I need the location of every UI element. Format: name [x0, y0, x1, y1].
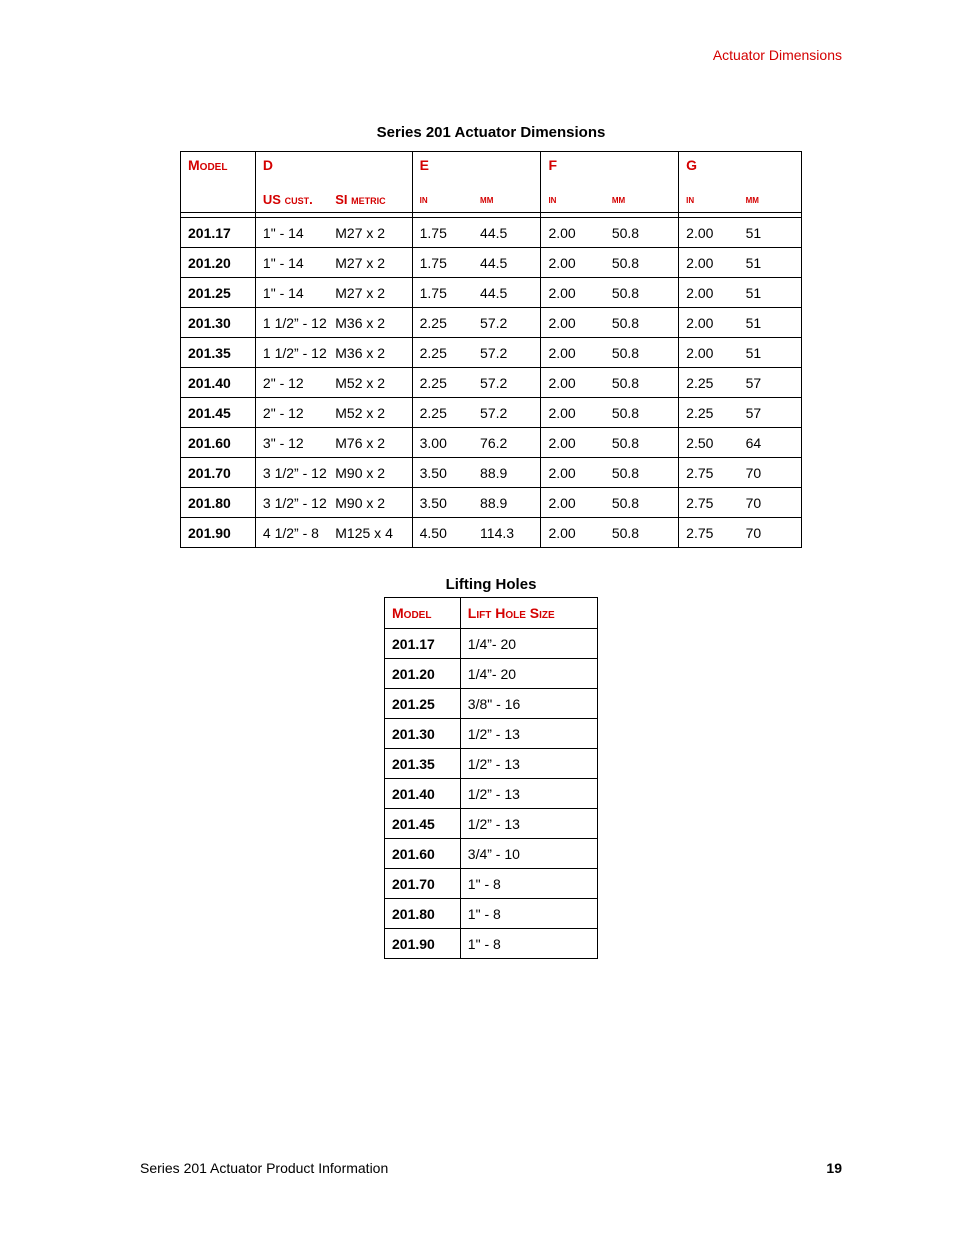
- cell-model: 201.25: [181, 278, 256, 308]
- header-g: G: [679, 152, 802, 188]
- subheader-f-in: in: [541, 187, 612, 213]
- cell-model: 201.25: [385, 689, 461, 719]
- cell-e-in: 1.75: [412, 278, 476, 308]
- cell-lift-hole-size: 1/2” - 13: [460, 779, 597, 809]
- cell-d-si: M27 x 2: [335, 278, 412, 308]
- cell-d-us: 3" - 12: [255, 428, 335, 458]
- lifting-header-model: Model: [392, 605, 432, 621]
- cell-e-mm: 57.2: [476, 398, 541, 428]
- table-row: [181, 308, 802, 338]
- cell-e-mm: 88.9: [476, 488, 541, 518]
- cell-d-us: 1 1/2” - 12: [255, 308, 335, 338]
- cell-lift-hole-size: 1" - 8: [460, 929, 597, 959]
- table-row: [385, 869, 598, 899]
- cell-f-mm: 50.8: [612, 308, 679, 338]
- cell-d-us: 1" - 14: [255, 218, 335, 248]
- cell-d-si: M52 x 2: [335, 368, 412, 398]
- cell-f-in: 2.00: [541, 338, 612, 368]
- cell-e-mm: 44.5: [476, 278, 541, 308]
- cell-lift-hole-size: 1/4”- 20: [460, 659, 597, 689]
- lifting-header-size: Lift Hole Size: [460, 598, 597, 629]
- cell-e-mm: 44.5: [476, 248, 541, 278]
- subheader-d-si: SI metric: [335, 192, 386, 207]
- cell-model: 201.90: [181, 518, 256, 548]
- cell-e-in: 2.25: [412, 308, 476, 338]
- table-row: [181, 428, 802, 458]
- cell-f-mm: 50.8: [612, 248, 679, 278]
- table-row: [385, 719, 598, 749]
- table-row: [385, 839, 598, 869]
- cell-e-mm: 88.9: [476, 458, 541, 488]
- table-row: [181, 458, 802, 488]
- cell-f-in: 2.00: [541, 308, 612, 338]
- cell-g-mm: 57: [746, 398, 802, 428]
- cell-e-in: 3.50: [412, 488, 476, 518]
- cell-model: 201.35: [181, 338, 256, 368]
- cell-f-in: 2.00: [541, 278, 612, 308]
- cell-d-si: M36 x 2: [335, 308, 412, 338]
- cell-model: 201.20: [181, 248, 256, 278]
- cell-lift-hole-size: 1/2” - 13: [460, 749, 597, 779]
- table-row: [181, 248, 802, 278]
- subheader-e-mm: mm: [480, 193, 494, 206]
- table-row: [385, 899, 598, 929]
- cell-d-si: M36 x 2: [335, 338, 412, 368]
- dimensions-table: [180, 151, 802, 548]
- cell-e-in: 3.00: [412, 428, 476, 458]
- cell-e-mm: 57.2: [476, 308, 541, 338]
- cell-d-us: 2" - 12: [255, 368, 335, 398]
- table-row: [181, 518, 802, 548]
- cell-d-si: M27 x 2: [335, 218, 412, 248]
- cell-d-si: M76 x 2: [335, 428, 412, 458]
- dimensions-subheader-row: [181, 187, 802, 213]
- cell-d-us: 1 1/2” - 12: [255, 338, 335, 368]
- cell-lift-hole-size: 1" - 8: [460, 869, 597, 899]
- cell-f-in: 2.00: [541, 218, 612, 248]
- cell-model: 201.80: [181, 488, 256, 518]
- cell-f-mm: 50.8: [612, 458, 679, 488]
- cell-f-mm: 50.8: [612, 368, 679, 398]
- cell-lift-hole-size: 1/4”- 20: [460, 629, 597, 659]
- cell-f-in: 2.00: [541, 488, 612, 518]
- cell-g-in: 2.50: [679, 428, 746, 458]
- cell-d-si: M90 x 2: [335, 488, 412, 518]
- cell-d-us: 1" - 14: [255, 278, 335, 308]
- dimensions-body: [181, 218, 802, 548]
- table-row: [181, 488, 802, 518]
- header-model: Model: [188, 157, 228, 173]
- cell-e-in: 4.50: [412, 518, 476, 548]
- cell-d-si: M52 x 2: [335, 398, 412, 428]
- cell-e-in: 2.25: [412, 368, 476, 398]
- header-e: E: [412, 152, 541, 188]
- cell-model: 201.60: [181, 428, 256, 458]
- cell-g-in: 2.75: [679, 518, 746, 548]
- cell-g-in: 2.75: [679, 458, 746, 488]
- cell-e-mm: 114.3: [476, 518, 541, 548]
- table-row: [385, 629, 598, 659]
- cell-g-mm: 51: [746, 278, 802, 308]
- cell-f-mm: 50.8: [612, 518, 679, 548]
- cell-lift-hole-size: 1/2” - 13: [460, 719, 597, 749]
- cell-lift-hole-size: 3/4” - 10: [460, 839, 597, 869]
- cell-f-mm: 50.8: [612, 488, 679, 518]
- cell-e-in: 1.75: [412, 218, 476, 248]
- table-row: [385, 929, 598, 959]
- cell-e-mm: 57.2: [476, 338, 541, 368]
- cell-model: 201.70: [181, 458, 256, 488]
- cell-g-in: 2.75: [679, 488, 746, 518]
- table-row: [385, 749, 598, 779]
- cell-model: 201.45: [385, 809, 461, 839]
- cell-d-si: M90 x 2: [335, 458, 412, 488]
- cell-f-in: 2.00: [541, 458, 612, 488]
- cell-d-us: 3 1/2” - 12: [255, 458, 335, 488]
- cell-f-mm: 50.8: [612, 398, 679, 428]
- cell-e-in: 2.25: [412, 338, 476, 368]
- footer-doc-title: Series 201 Actuator Product Information: [140, 1160, 389, 1176]
- cell-f-mm: 50.8: [612, 278, 679, 308]
- table-row: [385, 779, 598, 809]
- header-d: D: [255, 152, 412, 188]
- cell-g-in: 2.25: [679, 398, 746, 428]
- table-row: [385, 809, 598, 839]
- cell-model: 201.17: [181, 218, 256, 248]
- cell-e-mm: 57.2: [476, 368, 541, 398]
- cell-f-in: 2.00: [541, 518, 612, 548]
- subheader-g-in: in: [679, 187, 746, 213]
- cell-lift-hole-size: 1/2” - 13: [460, 809, 597, 839]
- table-row: [385, 689, 598, 719]
- cell-g-in: 2.00: [679, 278, 746, 308]
- cell-f-mm: 50.8: [612, 428, 679, 458]
- cell-model: 201.17: [385, 629, 461, 659]
- cell-lift-hole-size: 1" - 8: [460, 899, 597, 929]
- cell-e-mm: 76.2: [476, 428, 541, 458]
- subheader-f-mm: mm: [611, 193, 626, 206]
- cell-model: 201.30: [385, 719, 461, 749]
- cell-model: 201.80: [385, 899, 461, 929]
- lifting-body: [385, 629, 598, 959]
- lifting-caption: Lifting Holes: [445, 576, 537, 593]
- cell-g-mm: 57: [746, 368, 802, 398]
- cell-model: 201.40: [385, 779, 461, 809]
- cell-g-in: 2.00: [679, 338, 746, 368]
- cell-d-si: M125 x 4: [335, 518, 412, 548]
- cell-f-in: 2.00: [541, 398, 612, 428]
- lifting-header-row: [385, 598, 598, 629]
- cell-g-mm: 51: [746, 248, 802, 278]
- dimensions-caption: Series 201 Actuator Dimensions: [376, 124, 606, 141]
- cell-e-in: 3.50: [412, 458, 476, 488]
- cell-g-in: 2.00: [679, 308, 746, 338]
- table-row: [181, 368, 802, 398]
- subheader-model-blank: [181, 187, 256, 213]
- cell-g-mm: 70: [746, 488, 802, 518]
- cell-f-mm: 50.8: [612, 338, 679, 368]
- cell-g-mm: 70: [746, 458, 802, 488]
- cell-model: 201.35: [385, 749, 461, 779]
- cell-g-mm: 64: [746, 428, 802, 458]
- subheader-d-us: US cust.: [255, 187, 335, 213]
- cell-model: 201.20: [385, 659, 461, 689]
- cell-g-mm: 51: [746, 218, 802, 248]
- lifting-holes-table: [384, 597, 598, 959]
- table-row: [385, 659, 598, 689]
- cell-d-us: 4 1/2” - 8: [255, 518, 335, 548]
- table-row: [181, 398, 802, 428]
- cell-d-us: 2" - 12: [255, 398, 335, 428]
- cell-f-mm: 50.8: [612, 218, 679, 248]
- header-f: F: [541, 152, 679, 188]
- cell-e-in: 2.25: [412, 398, 476, 428]
- cell-model: 201.60: [385, 839, 461, 869]
- cell-lift-hole-size: 3/8" - 16: [460, 689, 597, 719]
- cell-model: 201.90: [385, 929, 461, 959]
- subheader-e-in: in: [412, 187, 476, 213]
- cell-g-in: 2.25: [679, 368, 746, 398]
- page-number: 19: [826, 1160, 842, 1176]
- table-row: [181, 278, 802, 308]
- cell-g-in: 2.00: [679, 248, 746, 278]
- cell-model: 201.45: [181, 398, 256, 428]
- cell-model: 201.70: [385, 869, 461, 899]
- cell-e-in: 1.75: [412, 248, 476, 278]
- cell-f-in: 2.00: [541, 248, 612, 278]
- subheader-g-mm: mm: [745, 193, 759, 206]
- cell-g-mm: 51: [746, 338, 802, 368]
- cell-d-us: 1" - 14: [255, 248, 335, 278]
- cell-model: 201.30: [181, 308, 256, 338]
- cell-g-in: 2.00: [679, 218, 746, 248]
- table-row: [181, 338, 802, 368]
- table-row: [181, 218, 802, 248]
- cell-d-si: M27 x 2: [335, 248, 412, 278]
- cell-d-us: 3 1/2” - 12: [255, 488, 335, 518]
- cell-model: 201.40: [181, 368, 256, 398]
- dimensions-header-row: [181, 152, 802, 188]
- section-title: Actuator Dimensions: [712, 47, 842, 63]
- cell-f-in: 2.00: [541, 368, 612, 398]
- cell-f-in: 2.00: [541, 428, 612, 458]
- cell-e-mm: 44.5: [476, 218, 541, 248]
- cell-g-mm: 51: [746, 308, 802, 338]
- cell-g-mm: 70: [746, 518, 802, 548]
